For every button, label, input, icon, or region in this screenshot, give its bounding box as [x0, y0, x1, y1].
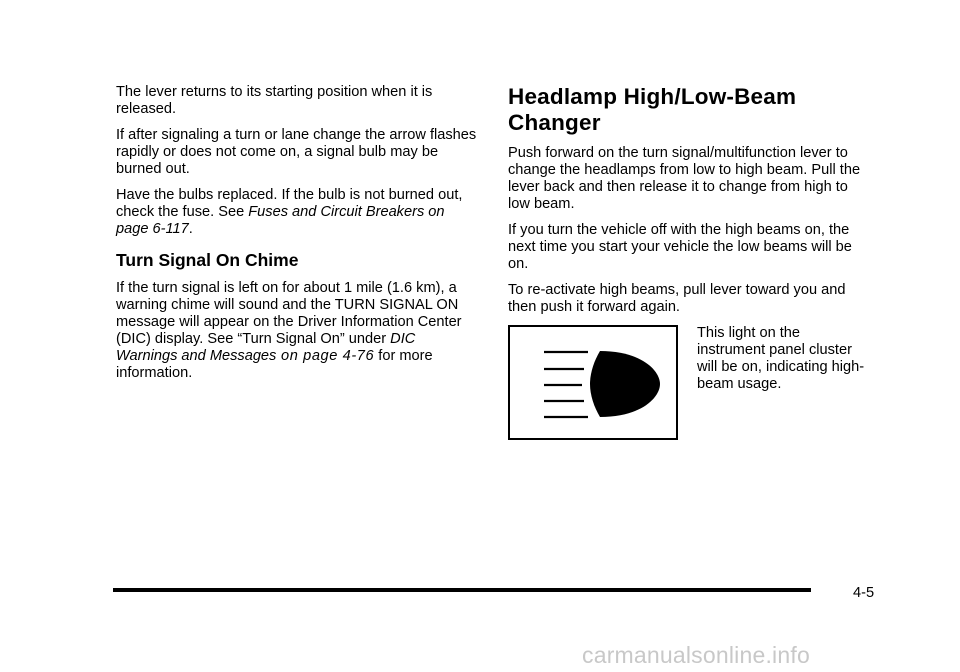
- headlamp-changer-heading: Headlamp High/Low-Beam Changer: [508, 84, 797, 135]
- high-beam-caption: This light on the instrument panel cluster will be on, indicating high-beam usage.: [697, 325, 865, 392]
- high-beam-figure: [508, 325, 678, 440]
- high-beam-indicator-icon: [510, 327, 680, 442]
- chime-text: If the turn signal is left on for about 1 mile (1.6 km), a warning chime will sound and the TURN SIGNAL ON message will appear on the Driver Information Center (DIC) display. See “Turn Signal On” under: [116, 280, 462, 347]
- dic-page-reference[interactable]: on page 4-76: [276, 348, 375, 364]
- bulbs-text-end: .: [188, 221, 193, 237]
- paragraph-lever-returns: The lever returns to its starting position when it is released.: [116, 84, 433, 117]
- chime-text-end: for more information.: [116, 348, 433, 381]
- fuses-reference-link[interactable]: Fuses and Circuit Breakers on page 6-117: [116, 204, 445, 237]
- dic-warnings-reference-link[interactable]: DIC Warnings and Messages: [116, 331, 416, 364]
- bulbs-text: Have the bulbs replaced. If the bulb is not burned out, check the fuse. See: [116, 187, 463, 220]
- right-column: [508, 84, 870, 440]
- paragraph-bulbs-replaced: [116, 187, 478, 238]
- paragraph-reactivate: To re-activate high beams, pull lever toward you and then push it forward again.: [508, 282, 846, 315]
- paragraph-arrow-flashes: If after signaling a turn or lane change the arrow flashes rapidly or does not come on, a signal bulb may be burned out.: [116, 127, 477, 177]
- page-number: 4-5: [853, 585, 875, 601]
- footer-rule: [113, 588, 811, 592]
- paragraph-vehicle-off: If you turn the vehicle off with the high beams on, the next time you start your vehicle the low beams will be on.: [508, 222, 852, 272]
- paragraph-turn-signal-chime: [116, 280, 478, 382]
- high-beam-figure-row: [508, 325, 870, 440]
- left-column: [116, 84, 478, 391]
- watermark: carmanualsonline.info: [582, 642, 810, 668]
- paragraph-push-forward: Push forward on the turn signal/multifunction lever to change the headlamps from low to high beam. Pull the lever back and then release it to change from high to low beam.: [508, 145, 861, 212]
- turn-signal-chime-heading: Turn Signal On Chime: [116, 250, 299, 270]
